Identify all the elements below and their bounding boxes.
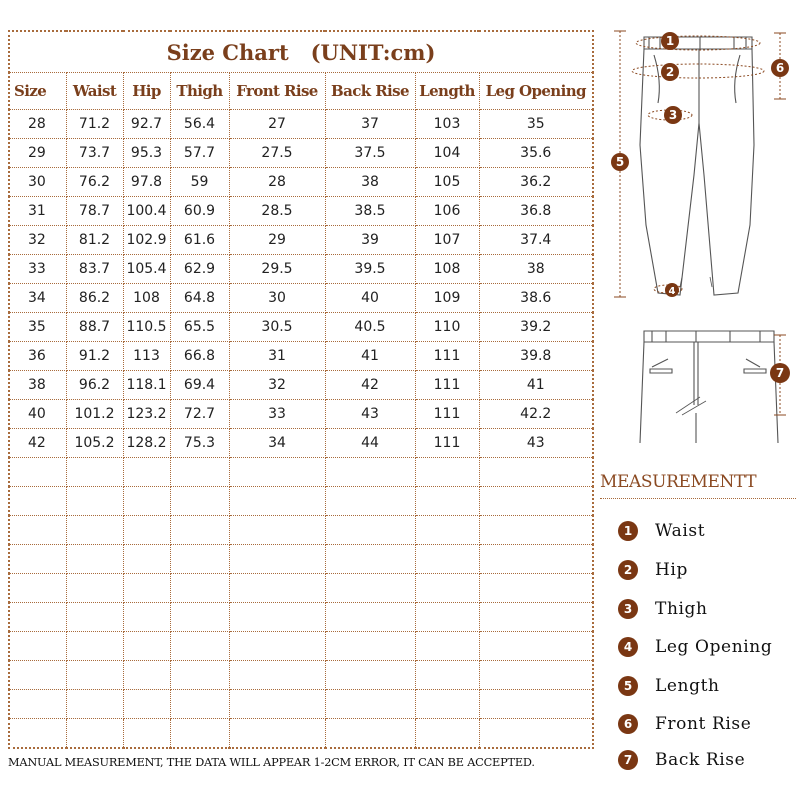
table-cell: 111 — [415, 400, 479, 429]
table-row — [9, 168, 593, 197]
table-cell: 37 — [325, 110, 415, 139]
table-cell: 61.6 — [170, 226, 229, 255]
table-cell: 111 — [415, 371, 479, 400]
legend-label: Waist — [655, 521, 706, 541]
table-cell: 66.8 — [170, 342, 229, 371]
table-cell: 39.5 — [325, 255, 415, 284]
table-cell: 110.5 — [123, 313, 170, 342]
empty-cell — [9, 603, 66, 632]
table-row — [9, 284, 593, 313]
table-row — [9, 342, 593, 371]
empty-cell — [479, 545, 593, 574]
legend-label: Hip — [655, 560, 688, 580]
empty-cell — [479, 690, 593, 719]
table-cell: 27 — [229, 110, 325, 139]
table-cell: 41 — [479, 371, 593, 400]
empty-cell — [325, 690, 415, 719]
column-header: Front Rise — [229, 73, 325, 110]
legend-divider — [600, 498, 796, 499]
table-cell: 44 — [325, 429, 415, 458]
legend-item — [618, 636, 772, 658]
empty-cell — [229, 545, 325, 574]
table-cell: 71.2 — [66, 110, 123, 139]
legend-number-badge: 3 — [618, 599, 638, 619]
empty-cell — [170, 516, 229, 545]
empty-cell — [229, 690, 325, 719]
empty-cell — [170, 690, 229, 719]
empty-cell — [170, 487, 229, 516]
legend-item — [618, 559, 688, 581]
table-cell: 76.2 — [66, 168, 123, 197]
table-cell: 111 — [415, 342, 479, 371]
table-cell: 33 — [9, 255, 66, 284]
table-cell: 96.2 — [66, 371, 123, 400]
empty-cell — [123, 690, 170, 719]
table-cell: 123.2 — [123, 400, 170, 429]
table-cell: 38 — [325, 168, 415, 197]
header-row — [9, 73, 593, 110]
empty-cell — [479, 458, 593, 487]
legend-number-badge: 1 — [618, 521, 638, 541]
table-cell: 105.2 — [66, 429, 123, 458]
table-cell: 104 — [415, 139, 479, 168]
table-cell: 72.7 — [170, 400, 229, 429]
empty-cell — [325, 545, 415, 574]
marker-4: 4 — [668, 286, 676, 297]
empty-cell — [170, 574, 229, 603]
table-cell: 65.5 — [170, 313, 229, 342]
table-cell: 88.7 — [66, 313, 123, 342]
table-cell: 29 — [229, 226, 325, 255]
empty-cell — [479, 516, 593, 545]
empty-cell — [66, 545, 123, 574]
table-row — [9, 313, 593, 342]
empty-cell — [325, 719, 415, 749]
empty-cell — [9, 574, 66, 603]
table-cell: 59 — [170, 168, 229, 197]
empty-cell — [9, 545, 66, 574]
empty-cell — [325, 458, 415, 487]
table-cell: 57.7 — [170, 139, 229, 168]
empty-cell — [325, 632, 415, 661]
table-cell: 38 — [479, 255, 593, 284]
empty-cell — [9, 690, 66, 719]
title-text: Size Chart — [166, 39, 289, 65]
table-row — [9, 139, 593, 168]
pants-outline — [640, 49, 754, 295]
table-row — [9, 197, 593, 226]
legend-title: MEASUREMENTT — [600, 472, 757, 492]
table-row — [9, 226, 593, 255]
empty-cell — [325, 574, 415, 603]
empty-cell — [415, 603, 479, 632]
table-row — [9, 110, 593, 139]
table-cell: 111 — [415, 429, 479, 458]
empty-cell — [415, 458, 479, 487]
table-cell: 91.2 — [66, 342, 123, 371]
empty-cell — [325, 603, 415, 632]
table-cell: 35 — [479, 110, 593, 139]
table-cell: 31 — [9, 197, 66, 226]
marker-2: 2 — [665, 65, 675, 79]
table-row — [9, 255, 593, 284]
table-cell: 29 — [9, 139, 66, 168]
table-cell: 30.5 — [229, 313, 325, 342]
empty-cell — [66, 574, 123, 603]
table-body — [9, 110, 593, 749]
waist-line — [636, 36, 760, 50]
table-cell: 34 — [229, 429, 325, 458]
table-row — [9, 429, 593, 458]
table-cell: 28 — [229, 168, 325, 197]
table-cell: 42 — [325, 371, 415, 400]
table-cell: 34 — [9, 284, 66, 313]
empty-cell — [415, 690, 479, 719]
table-cell: 32 — [229, 371, 325, 400]
table-cell: 110 — [415, 313, 479, 342]
table-cell: 106 — [415, 197, 479, 226]
table-cell: 75.3 — [170, 429, 229, 458]
legend-number-badge: 7 — [618, 750, 638, 770]
empty-cell — [170, 603, 229, 632]
table-cell: 30 — [229, 284, 325, 313]
column-header: Size — [9, 73, 66, 110]
empty-cell — [123, 632, 170, 661]
empty-cell — [123, 574, 170, 603]
legend-label: Front Rise — [655, 714, 752, 734]
pants-diagram — [600, 25, 800, 310]
empty-cell — [415, 719, 479, 749]
table-cell: 37.5 — [325, 139, 415, 168]
legend-item — [618, 598, 708, 620]
empty-cell — [66, 487, 123, 516]
empty-cell — [123, 487, 170, 516]
empty-cell — [66, 632, 123, 661]
table-cell: 128.2 — [123, 429, 170, 458]
marker-5: 5 — [615, 155, 625, 169]
table-cell: 86.2 — [66, 284, 123, 313]
table-cell: 108 — [415, 255, 479, 284]
column-header: Back Rise — [325, 73, 415, 110]
empty-cell — [170, 632, 229, 661]
empty-cell — [229, 603, 325, 632]
table-cell: 69.4 — [170, 371, 229, 400]
size-chart-table — [8, 30, 594, 749]
table-cell: 81.2 — [66, 226, 123, 255]
table-cell: 38.5 — [325, 197, 415, 226]
table-cell: 103 — [415, 110, 479, 139]
empty-table-row — [9, 603, 593, 632]
table-cell: 83.7 — [66, 255, 123, 284]
table-cell: 33 — [229, 400, 325, 429]
table-cell: 36.8 — [479, 197, 593, 226]
table-cell: 60.9 — [170, 197, 229, 226]
empty-cell — [229, 458, 325, 487]
legend-item — [618, 520, 705, 542]
empty-cell — [123, 516, 170, 545]
empty-cell — [479, 487, 593, 516]
empty-cell — [229, 719, 325, 749]
column-header: Length — [415, 73, 479, 110]
table-cell: 97.8 — [123, 168, 170, 197]
empty-table-row — [9, 516, 593, 545]
table-cell: 100.4 — [123, 197, 170, 226]
table-cell: 73.7 — [66, 139, 123, 168]
table-cell: 107 — [415, 226, 479, 255]
empty-cell — [123, 661, 170, 690]
table-cell: 39 — [325, 226, 415, 255]
footnote: MANUAL MEASUREMENT, THE DATA WILL APPEAR 1-2CM ERROR, IT CAN BE ACCEPTED. — [8, 756, 535, 769]
table-cell: 31 — [229, 342, 325, 371]
legend-item — [618, 713, 751, 735]
legend-label: Length — [655, 676, 720, 696]
table-cell: 64.8 — [170, 284, 229, 313]
size-chart-title — [9, 31, 593, 73]
empty-cell — [415, 516, 479, 545]
table-cell: 36.2 — [479, 168, 593, 197]
table-cell: 43 — [479, 429, 593, 458]
table-cell: 37.4 — [479, 226, 593, 255]
table-cell: 38 — [9, 371, 66, 400]
table-cell: 62.9 — [170, 255, 229, 284]
legend-number-badge: 6 — [618, 714, 638, 734]
empty-cell — [9, 487, 66, 516]
table-cell: 43 — [325, 400, 415, 429]
table-cell: 29.5 — [229, 255, 325, 284]
table-cell: 32 — [9, 226, 66, 255]
table-cell: 27.5 — [229, 139, 325, 168]
empty-cell — [479, 574, 593, 603]
table-cell: 42 — [9, 429, 66, 458]
unit-text: (UNIT:cm) — [310, 39, 436, 65]
legend-label: Back Rise — [655, 750, 746, 770]
empty-table-row — [9, 545, 593, 574]
table-row — [9, 371, 593, 400]
empty-cell — [66, 603, 123, 632]
table-cell: 35.6 — [479, 139, 593, 168]
empty-cell — [66, 458, 123, 487]
empty-cell — [479, 661, 593, 690]
hip-line — [632, 64, 764, 78]
table-cell: 113 — [123, 342, 170, 371]
column-header: Leg Opening — [479, 73, 593, 110]
empty-cell — [9, 661, 66, 690]
empty-cell — [479, 632, 593, 661]
empty-table-row — [9, 690, 593, 719]
empty-cell — [479, 719, 593, 749]
marker-6: 6 — [775, 61, 785, 75]
empty-cell — [170, 661, 229, 690]
table-cell: 92.7 — [123, 110, 170, 139]
table-cell: 40.5 — [325, 313, 415, 342]
table-cell: 39.8 — [479, 342, 593, 371]
empty-cell — [123, 719, 170, 749]
marker-7: 7 — [775, 366, 785, 380]
table-cell: 40 — [325, 284, 415, 313]
front-rise-diagram — [636, 325, 800, 445]
empty-table-row — [9, 632, 593, 661]
table-cell: 56.4 — [170, 110, 229, 139]
empty-table-row — [9, 661, 593, 690]
empty-cell — [415, 574, 479, 603]
table-cell: 35 — [9, 313, 66, 342]
column-header: Waist — [66, 73, 123, 110]
table-cell: 95.3 — [123, 139, 170, 168]
table-cell: 30 — [9, 168, 66, 197]
legend-number-badge: 5 — [618, 676, 638, 696]
front-waistband-outline — [644, 331, 774, 342]
empty-cell — [123, 603, 170, 632]
empty-cell — [325, 661, 415, 690]
table-cell: 109 — [415, 284, 479, 313]
empty-cell — [123, 458, 170, 487]
empty-cell — [415, 487, 479, 516]
empty-cell — [415, 632, 479, 661]
empty-table-row — [9, 458, 593, 487]
legend-item — [618, 749, 745, 771]
table-cell: 40 — [9, 400, 66, 429]
empty-cell — [9, 719, 66, 749]
table-cell: 36 — [9, 342, 66, 371]
empty-cell — [229, 632, 325, 661]
table-cell: 28 — [9, 110, 66, 139]
empty-cell — [66, 661, 123, 690]
empty-cell — [229, 661, 325, 690]
marker-3: 3 — [668, 108, 678, 122]
table-row — [9, 400, 593, 429]
empty-table-row — [9, 574, 593, 603]
table-cell: 118.1 — [123, 371, 170, 400]
table-cell: 78.7 — [66, 197, 123, 226]
empty-cell — [66, 516, 123, 545]
table-cell: 101.2 — [66, 400, 123, 429]
empty-cell — [9, 632, 66, 661]
table-cell: 105 — [415, 168, 479, 197]
empty-cell — [9, 516, 66, 545]
empty-cell — [325, 516, 415, 545]
empty-cell — [479, 603, 593, 632]
empty-cell — [415, 545, 479, 574]
marker-1: 1 — [665, 34, 675, 48]
legend-number-badge: 2 — [618, 560, 638, 580]
table-cell: 28.5 — [229, 197, 325, 226]
legend-label: Thigh — [655, 599, 708, 619]
column-header: Thigh — [170, 73, 229, 110]
empty-cell — [415, 661, 479, 690]
empty-cell — [66, 719, 123, 749]
table-cell: 105.4 — [123, 255, 170, 284]
legend-number-badge: 4 — [618, 637, 638, 657]
empty-table-row — [9, 719, 593, 749]
legend-label: Leg Opening — [655, 637, 773, 657]
empty-table-row — [9, 487, 593, 516]
table-cell: 42.2 — [479, 400, 593, 429]
empty-cell — [123, 545, 170, 574]
table-cell: 39.2 — [479, 313, 593, 342]
empty-cell — [229, 487, 325, 516]
empty-cell — [66, 690, 123, 719]
empty-cell — [170, 458, 229, 487]
table-cell: 102.9 — [123, 226, 170, 255]
empty-cell — [170, 545, 229, 574]
empty-cell — [170, 719, 229, 749]
empty-cell — [325, 487, 415, 516]
empty-cell — [229, 516, 325, 545]
table-cell: 108 — [123, 284, 170, 313]
empty-cell — [9, 458, 66, 487]
column-header: Hip — [123, 73, 170, 110]
table-cell: 41 — [325, 342, 415, 371]
empty-cell — [229, 574, 325, 603]
table-cell: 38.6 — [479, 284, 593, 313]
legend-item — [618, 675, 720, 697]
